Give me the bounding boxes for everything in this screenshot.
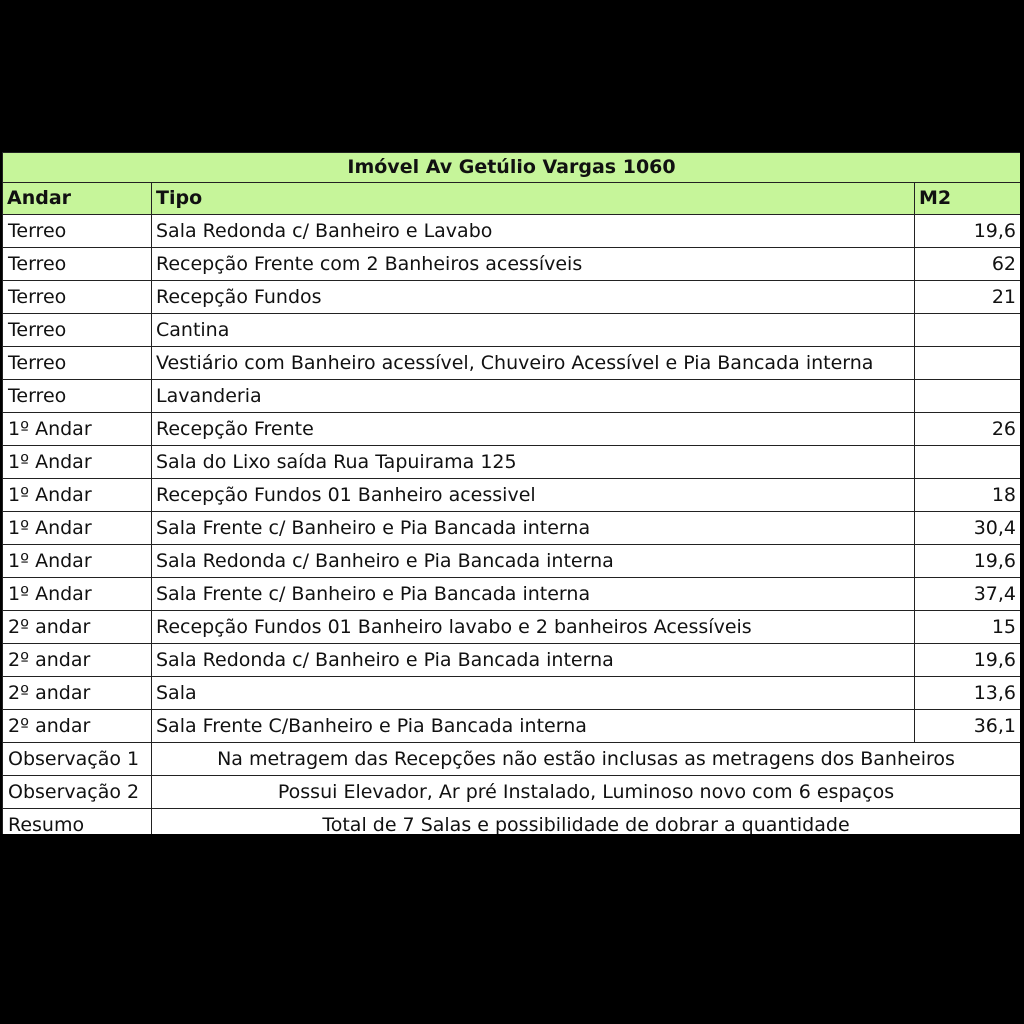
header-tipo: Tipo [152, 183, 915, 215]
table-row [3, 347, 1021, 380]
cell-tipo: Sala Redonda c/ Banheiro e Pia Bancada interna [152, 545, 915, 578]
cell-tipo: Recepção Frente com 2 Banheiros acessíveis [152, 248, 915, 281]
table-row [3, 281, 1021, 314]
note-text: Na metragem das Recepções não estão inclusas as metragens dos Banheiros [152, 743, 1021, 776]
cell-m2: 30,4 [915, 512, 1021, 545]
cell-tipo: Sala [152, 677, 915, 710]
note-row [3, 743, 1021, 776]
table-row [3, 248, 1021, 281]
cell-m2: 36,1 [915, 710, 1021, 743]
cell-m2 [915, 314, 1021, 347]
table-row [3, 644, 1021, 677]
cell-andar: 2º andar [3, 644, 152, 677]
cell-tipo: Sala Frente c/ Banheiro e Pia Bancada interna [152, 578, 915, 611]
table-row [3, 413, 1021, 446]
cell-m2: 21 [915, 281, 1021, 314]
cell-m2 [915, 380, 1021, 413]
cell-andar: Terreo [3, 215, 152, 248]
table-row [3, 545, 1021, 578]
cell-m2: 19,6 [915, 545, 1021, 578]
cell-andar: Terreo [3, 380, 152, 413]
title-row [3, 153, 1021, 183]
cell-tipo: Lavanderia [152, 380, 915, 413]
table-row [3, 611, 1021, 644]
cell-andar: 1º Andar [3, 578, 152, 611]
table-row [3, 479, 1021, 512]
spreadsheet-table-container [2, 152, 1020, 834]
note-text: Total de 7 Salas e possibilidade de dobrar a quantidade [152, 809, 1021, 835]
cell-tipo: Recepção Fundos [152, 281, 915, 314]
cell-tipo: Sala Redonda c/ Banheiro e Lavabo [152, 215, 915, 248]
cell-tipo: Sala Redonda c/ Banheiro e Pia Bancada interna [152, 644, 915, 677]
cell-m2: 19,6 [915, 215, 1021, 248]
table-title: Imóvel Av Getúlio Vargas 1060 [3, 153, 1021, 183]
cell-tipo: Cantina [152, 314, 915, 347]
property-table [2, 152, 1020, 834]
note-label: Observação 1 [3, 743, 152, 776]
cell-m2: 18 [915, 479, 1021, 512]
note-text: Possui Elevador, Ar pré Instalado, Luminoso novo com 6 espaços [152, 776, 1021, 809]
cell-andar: Terreo [3, 347, 152, 380]
cell-andar: 1º Andar [3, 545, 152, 578]
cell-m2: 15 [915, 611, 1021, 644]
cell-andar: 1º Andar [3, 413, 152, 446]
cell-tipo: Sala Frente c/ Banheiro e Pia Bancada interna [152, 512, 915, 545]
cell-andar: 2º andar [3, 710, 152, 743]
table-row [3, 380, 1021, 413]
table-row [3, 446, 1021, 479]
cell-andar: 1º Andar [3, 446, 152, 479]
cell-andar: 2º andar [3, 677, 152, 710]
header-m2: M2 [915, 183, 1021, 215]
cell-tipo: Vestiário com Banheiro acessível, Chuveiro Acessível e Pia Bancada interna [152, 347, 915, 380]
cell-andar: 1º Andar [3, 512, 152, 545]
cell-tipo: Recepção Fundos 01 Banheiro acessivel [152, 479, 915, 512]
table-row [3, 215, 1021, 248]
cell-tipo: Recepção Fundos 01 Banheiro lavabo e 2 banheiros Acessíveis [152, 611, 915, 644]
cell-tipo: Recepção Frente [152, 413, 915, 446]
table-row [3, 578, 1021, 611]
header-row [3, 183, 1021, 215]
table-row [3, 314, 1021, 347]
cell-andar: 1º Andar [3, 479, 152, 512]
note-row [3, 776, 1021, 809]
header-andar: Andar [3, 183, 152, 215]
cell-tipo: Sala Frente C/Banheiro e Pia Bancada interna [152, 710, 915, 743]
table-row [3, 512, 1021, 545]
cell-m2: 13,6 [915, 677, 1021, 710]
cell-m2: 37,4 [915, 578, 1021, 611]
cell-m2: 19,6 [915, 644, 1021, 677]
cell-andar: Terreo [3, 281, 152, 314]
cell-m2: 62 [915, 248, 1021, 281]
table-row [3, 710, 1021, 743]
cell-m2 [915, 347, 1021, 380]
table-row [3, 677, 1021, 710]
note-row [3, 809, 1021, 835]
cell-tipo: Sala do Lixo saída Rua Tapuirama 125 [152, 446, 915, 479]
note-label: Observação 2 [3, 776, 152, 809]
cell-andar: Terreo [3, 248, 152, 281]
note-label: Resumo [3, 809, 152, 835]
cell-andar: Terreo [3, 314, 152, 347]
cell-andar: 2º andar [3, 611, 152, 644]
cell-m2: 26 [915, 413, 1021, 446]
cell-m2 [915, 446, 1021, 479]
